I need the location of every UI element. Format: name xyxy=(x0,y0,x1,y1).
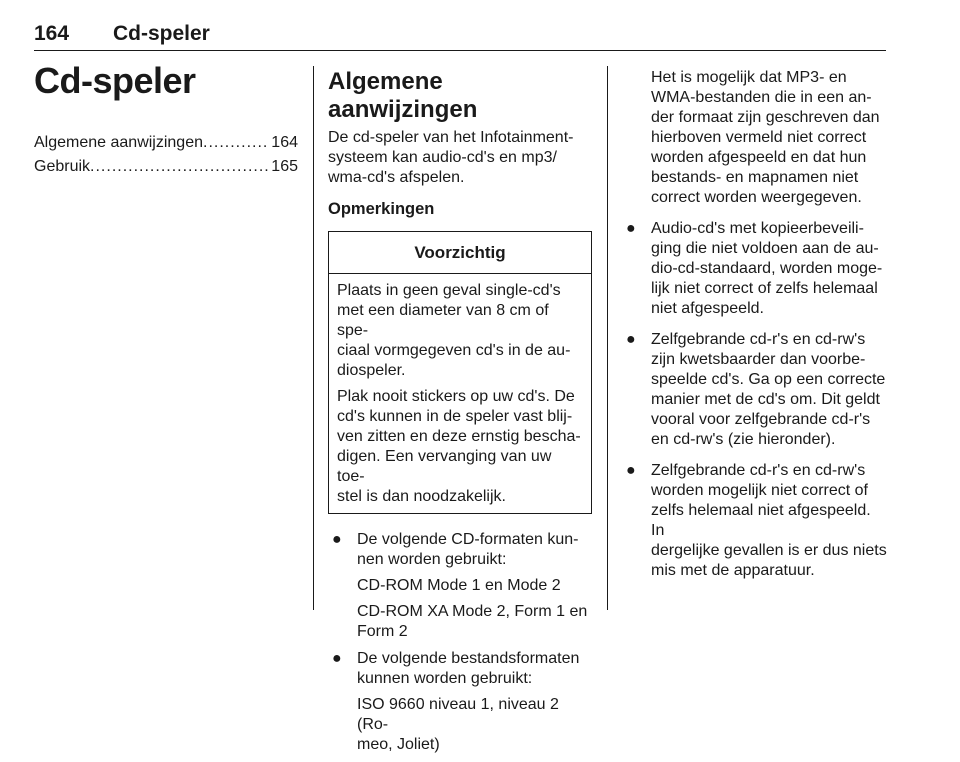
text-line: diospeler. xyxy=(337,362,406,379)
text-line: der formaat zijn geschreven dan xyxy=(651,109,880,126)
text-line: met een diameter van 8 cm of spe- xyxy=(337,302,549,339)
text-line: WMA-bestanden die in een an- xyxy=(651,89,872,106)
text-line: ciaal vormgegeven cd's in de au- xyxy=(337,342,571,359)
list-item xyxy=(622,461,888,581)
text-line: Plak nooit stickers op uw cd's. De xyxy=(337,388,575,405)
bullet-icon: ● xyxy=(332,650,342,667)
caution-box xyxy=(328,231,592,514)
text-line: meo, Joliet) xyxy=(357,736,440,753)
text-line: hierboven vermeld niet correct xyxy=(651,129,867,146)
text-line: CD-ROM Mode 1 en Mode 2 xyxy=(357,577,561,594)
text-line: dio-cd-standaard, worden moge- xyxy=(651,260,883,277)
text-line: niet afgespeeld. xyxy=(651,300,764,317)
text-line: Form 2 xyxy=(357,623,408,640)
text-line: kunnen worden gebruikt: xyxy=(357,670,533,687)
text-line: speelde cd's. Ga op een correcte xyxy=(651,371,886,388)
text-line: De volgende bestandsformaten xyxy=(357,650,580,667)
caution-title: Voorzichtig xyxy=(329,232,591,274)
text-line: CD-ROM XA Mode 2, Form 1 en xyxy=(357,603,588,620)
toc-leader xyxy=(203,132,269,153)
toc-entry-page: 165 xyxy=(271,158,298,175)
text-line: nen worden gebruikt: xyxy=(357,551,507,568)
text-line: zijn kwetsbaarder dan voorbe- xyxy=(651,351,866,368)
chapter-title: Cd-speler xyxy=(34,60,196,101)
text-line: wma-cd's afspelen. xyxy=(328,169,465,186)
chapter-toc xyxy=(34,60,298,180)
intro-paragraph xyxy=(328,128,592,188)
bullet-icon: ● xyxy=(626,331,636,348)
text-line: vooral voor zelfgebrande cd-r's xyxy=(651,411,871,428)
text-line: lijk niet correct of zelfs helemaal xyxy=(651,280,878,297)
text-line: zelfs helemaal niet afgespeeld. In xyxy=(651,502,871,539)
text-line: De volgende CD-formaten kun- xyxy=(357,531,579,548)
bullet-icon: ● xyxy=(626,220,636,237)
text-line: ven zitten en deze ernstig bescha- xyxy=(337,428,581,445)
text-line: Audio-cd's met kopieerbeveili- xyxy=(651,220,864,237)
list-item xyxy=(622,219,888,319)
text-line: worden mogelijk niet correct of xyxy=(651,482,868,499)
bullet-icon: ● xyxy=(626,462,636,479)
text-line: cd's kunnen in de speler vast blij- xyxy=(337,408,573,425)
running-title: Cd-speler xyxy=(113,22,210,45)
text-line: dergelijke gevallen is er dus niets xyxy=(651,542,887,559)
text-line: systeem kan audio-cd's en mp3/ xyxy=(328,149,557,166)
text-line: De cd-speler van het Infotainment- xyxy=(328,129,574,146)
bullet-icon: ● xyxy=(332,531,342,548)
text-line: ging die niet voldoen aan de au- xyxy=(651,240,879,257)
text-line: Plaats in geen geval single-cd's xyxy=(337,282,561,299)
column-divider xyxy=(607,66,608,610)
notes-list xyxy=(622,219,888,581)
text-line: ISO 9660 niveau 1, niveau 2 (Ro- xyxy=(357,696,559,733)
page-number: 164 xyxy=(34,22,70,45)
caution-paragraph xyxy=(337,387,583,507)
text-line: digen. Een vervanging van uw toe- xyxy=(337,448,552,485)
toc-leader xyxy=(90,156,269,177)
column-3 xyxy=(622,68,888,588)
list-item xyxy=(622,330,888,450)
caution-paragraph xyxy=(337,281,583,381)
page-header xyxy=(34,20,886,51)
text-line: correct worden weergegeven. xyxy=(651,189,862,206)
text-line: manier met de cd's om. Dit geldt xyxy=(651,391,880,408)
toc-entry[interactable] xyxy=(34,156,298,177)
text-line: bestands- en mapnamen niet xyxy=(651,169,859,186)
text-line: Zelfgebrande cd-r's en cd-rw's xyxy=(651,462,866,479)
column-2 xyxy=(328,68,592,762)
toc-entry-label: Algemene aanwijzingen xyxy=(34,134,203,151)
text-line: en cd-rw's (zie hieronder). xyxy=(651,431,836,448)
subsection-title: Opmerkingen xyxy=(328,200,435,218)
toc-entry-page: 164 xyxy=(271,134,298,151)
text-line: stel is dan noodzakelijk. xyxy=(337,488,506,505)
list-item xyxy=(328,530,592,642)
text-line: Zelfgebrande cd-r's en cd-rw's xyxy=(651,331,866,348)
column-divider xyxy=(313,66,314,610)
text-line: mis met de apparatuur. xyxy=(651,562,815,579)
toc-entry-label: Gebruik xyxy=(34,158,91,175)
toc-entry[interactable] xyxy=(34,132,298,153)
list-item xyxy=(328,649,592,755)
section-title: Algemene aanwijzingen xyxy=(328,68,478,123)
format-list xyxy=(328,530,592,755)
text-line: worden afgespeeld en dat hun xyxy=(651,149,867,166)
text-line: Het is mogelijk dat MP3- en xyxy=(651,69,847,86)
continuation-paragraph xyxy=(622,68,888,208)
